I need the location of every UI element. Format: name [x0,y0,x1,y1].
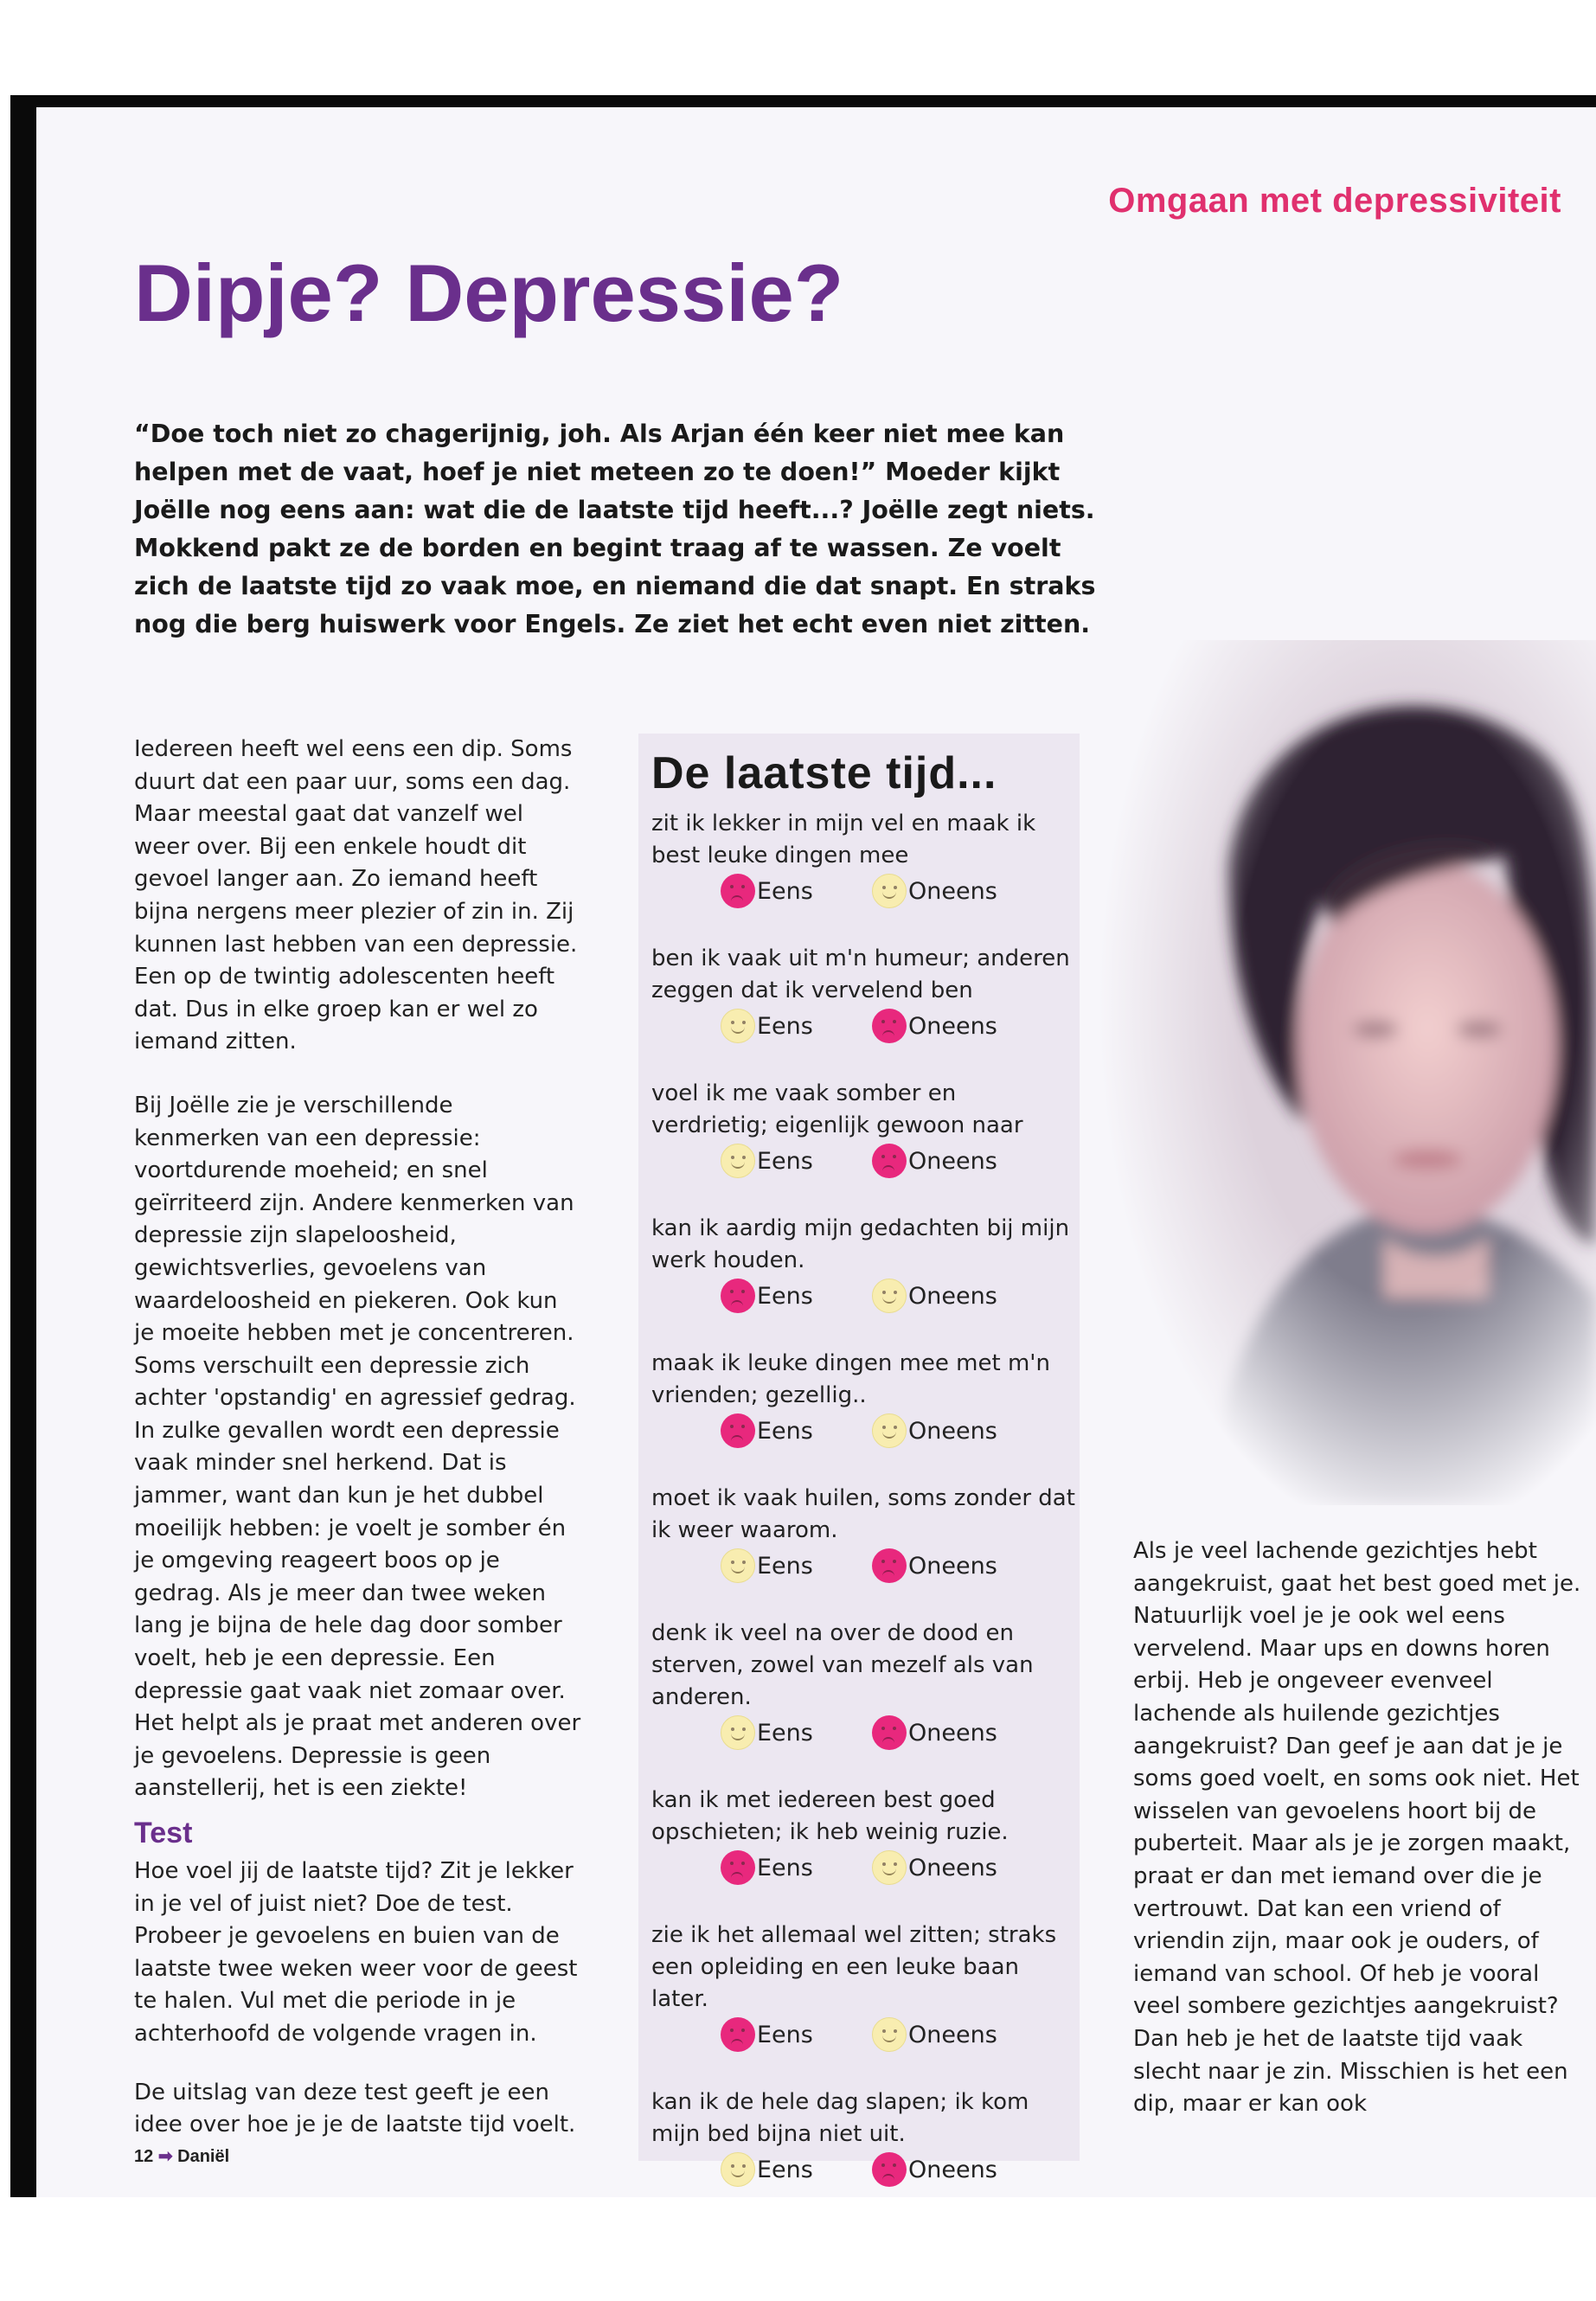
option-eens[interactable] [721,1548,813,1583]
quiz-question-text: ben ik vaak uit m'n humeur; anderen zeggen dat ik vervelend ben [651,945,1070,1003]
sad-face-icon [872,1009,907,1043]
option-eens[interactable] [721,1279,813,1313]
option-oneens-label: Oneens [908,1854,997,1881]
option-oneens[interactable] [872,1279,997,1313]
quiz-question-text: kan ik aardig mijn gedachten bij mijn werk houden. [651,1215,1070,1273]
portrait-photo-image [1099,640,1596,1505]
quiz-heading: De laatste tijd... [651,748,997,798]
test-heading: Test [134,1817,193,1849]
option-eens[interactable] [721,1715,813,1750]
quiz-options [651,2150,1080,2189]
option-oneens[interactable] [872,1009,997,1043]
quiz-options [651,1412,1080,1450]
quiz-box [638,734,1080,2183]
quiz-question [651,1078,1080,1180]
option-eens[interactable] [721,2152,813,2187]
option-eens[interactable] [721,2017,813,2052]
sad-face-icon [721,2017,755,2052]
sad-face-icon [721,874,755,908]
quiz-options [651,1007,1080,1045]
quiz-question [651,1213,1080,1315]
quiz-question-text: denk ik veel na over de dood en sterven, zowel van mezelf als van anderen. [651,1620,1034,1710]
sad-face-icon [721,1279,755,1313]
quiz-question [651,808,1080,910]
option-eens[interactable] [721,1144,813,1178]
quiz-options [651,1277,1080,1315]
quiz-options [651,1714,1080,1752]
option-oneens-label: Oneens [908,877,997,905]
quiz-question [651,1920,1080,2054]
option-oneens[interactable] [872,1548,997,1583]
option-eens-label: Eens [757,1147,813,1175]
quiz-question [651,2086,1080,2189]
quiz-options [651,1849,1080,1887]
body-paragraph-3: Hoe voel jij de laatste tijd? Zit je lekker in je vel of juist niet? Doe de test. Probeer je gevoelens en buien van de laatste twee weken weer voor de geest te halen. Vul met die periode in je achterhoofd de volgende vragen in. [134,1858,578,2047]
quiz-question [651,943,1080,1045]
quiz-question-text: kan ik de hele dag slapen; ik kom mijn bed bijna niet uit. [651,2089,1029,2147]
option-eens-label: Eens [757,1282,813,1310]
happy-face-icon [721,1548,755,1583]
quiz-options [651,2016,1080,2054]
option-eens[interactable] [721,874,813,908]
option-oneens-label: Oneens [908,2156,997,2183]
option-oneens-label: Oneens [908,2021,997,2048]
arrow-icon: ➡ [157,2147,173,2166]
sad-face-icon [872,1548,907,1583]
happy-face-icon [721,1009,755,1043]
happy-face-icon [721,1144,755,1178]
section-label: Omgaan met depressiviteit [1108,182,1561,220]
sad-face-icon [721,1413,755,1448]
option-eens-label: Eens [757,1012,813,1040]
sad-face-icon [872,1144,907,1178]
option-eens[interactable] [721,1850,813,1885]
left-column [134,734,584,2173]
option-eens[interactable] [721,1413,813,1448]
option-oneens[interactable] [872,2017,997,2052]
option-oneens[interactable] [872,1715,997,1750]
right-column [1133,1535,1583,2121]
quiz-question-text: kan ik met iedereen best goed opschieten; ik heb weinig ruzie. [651,1787,1009,1845]
option-oneens-label: Oneens [908,1417,997,1445]
quiz-options [651,1547,1080,1585]
option-oneens[interactable] [872,1413,997,1448]
option-oneens-label: Oneens [908,1552,997,1580]
article-title: Dipje? Depressie? [134,247,844,338]
option-eens-label: Eens [757,1719,813,1747]
page-number: 12 [134,2147,154,2166]
body-paragraph-4: De uitslag van deze test geeft je een idee over hoe je je de laatste tijd voelt. [134,2079,576,2138]
option-eens-label: Eens [757,2156,813,2183]
quiz-options [651,1142,1080,1180]
sad-face-icon [721,1850,755,1885]
option-oneens[interactable] [872,1144,997,1178]
quiz-question [651,1348,1080,1450]
page-footer [134,2145,229,2167]
option-oneens[interactable] [872,874,997,908]
option-oneens-label: Oneens [908,1147,997,1175]
happy-face-icon [872,874,907,908]
body-paragraph-2: Bij Joëlle zie je verschillende kenmerken van een depressie: voortdurende moeheid; en snel geïrriteerd zijn. Andere kenmerken van depressie zijn slapeloosheid, gewichtsverlies, gevoelens van waardeloosheid en piekeren. Ook kun je moeite hebben met je concentreren. Soms verschuilt een depressie zich achter 'opstandig' en agressief gedrag. In zulke gevallen wordt een depressie vaak minder snel herkend. Dat is jammer, want dan kun je het dubbel moeilijk hebben: je voelt je somber én je omgeving reageert boos op je gedrag. Als je meer dan twee weken lang je bijna de hele dag door somber voelt, heb je een depressie. Een depressie gaat vaak niet zomaar over. Het helpt als je praat met anderen over je gevoelens. Depressie is geen aanstellerij, het is een ziekte! [134,1092,581,1802]
quiz-question [651,1618,1080,1752]
quiz-question-text: maak ik leuke dingen mee met m'n vrienden; gezellig.. [651,1350,1050,1408]
portrait-photo [1099,640,1596,1505]
intro-paragraph: “Doe toch niet zo chagerijnig, joh. Als Arjan één keer niet mee kan helpen met de vaat, hoef je niet meteen zo te doen!” Moeder kijkt Joëlle nog eens aan: wat die de laatste tijd heeft...? Joëlle zegt niets. Mokkend pakt ze de borden en begint traag af te wassen. Ze voelt zich de laatste tijd zo vaak moe, en niemand die dat snapt. En straks nog die berg huiswerk voor Engels. Ze ziet het echt even niet zitten. [134,420,1096,638]
quiz-question [651,1785,1080,1887]
quiz-question [651,1483,1080,1585]
option-oneens[interactable] [872,1850,997,1885]
option-oneens-label: Oneens [908,1719,997,1747]
happy-face-icon [721,1715,755,1750]
option-oneens-label: Oneens [908,1282,997,1310]
happy-face-icon [872,2017,907,2052]
option-eens-label: Eens [757,877,813,905]
result-paragraph: Als je veel lachende gezichtjes hebt aangekruist, gaat het best goed met je. Natuurlijk voel je je ook wel eens vervelend. Maar ups en downs horen erbij. Heb je ongeveer evenveel lachende als huilende gezichtjes aangekruist? Dan geef je aan dat je je soms goed voelt, en soms ook niet. Het wisselen van gevoelens hoort bij de puberteit. Maar als je je zorgen maakt, praat er dan met iemand over die je vertrouwt. Dat kan een vriend of vriendin zijn, maar ook je ouders, of iemand van school. Of heb je vooral veel sombere gezichtjes aangekruist? Dan heb je het de laatste tijd vaak slecht naar je zin. Misschien is het een dip, maar er kan ook [1133,1538,1581,2118]
quiz-question-text: zit ik lekker in mijn vel en maak ik best leuke dingen mee [651,811,1036,868]
option-eens-label: Eens [757,1854,813,1881]
option-oneens[interactable] [872,2152,997,2187]
publication-name: Daniël [177,2147,230,2166]
body-paragraph-1: Iedereen heeft wel eens een dip. Soms duurt dat een paar uur, soms een dag. Maar meestal gaat dat vanzelf wel weer over. Bij een enkele houdt dit gevoel langer aan. Zo iemand heeft bijna nergens meer plezier of zin in. Zij kunnen last hebben van een depressie. Een op de twintig adolescenten heeft dat. Dus in elke groep kan er wel zo iemand zitten. [134,736,578,1055]
option-eens-label: Eens [757,1417,813,1445]
happy-face-icon [721,2152,755,2187]
option-eens-label: Eens [757,1552,813,1580]
sad-face-icon [872,1715,907,1750]
quiz-questions [638,808,1080,2189]
happy-face-icon [872,1413,907,1448]
option-eens[interactable] [721,1009,813,1043]
quiz-question-text: zie ik het allemaal wel zitten; straks een opleiding en een leuke baan later. [651,1922,1057,2012]
sad-face-icon [872,2152,907,2187]
quiz-options [651,872,1080,910]
happy-face-icon [872,1279,907,1313]
quiz-question-text: voel ik me vaak somber en verdrietig; eigenlijk gewoon naar [651,1080,1023,1138]
option-eens-label: Eens [757,2021,813,2048]
quiz-question-text: moet ik vaak huilen, soms zonder dat ik weer waarom. [651,1485,1075,1543]
happy-face-icon [872,1850,907,1885]
option-oneens-label: Oneens [908,1012,997,1040]
